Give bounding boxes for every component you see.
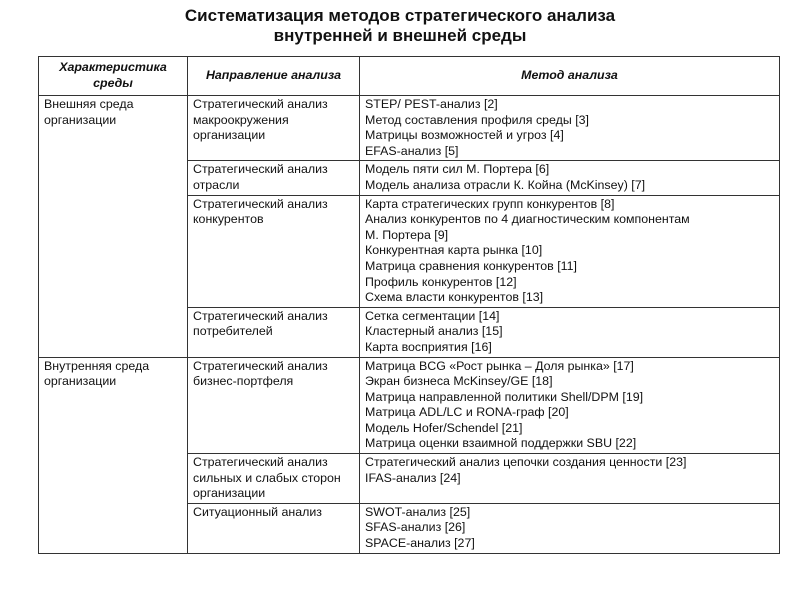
- method-item: Профиль конкурентов [12]: [365, 274, 517, 289]
- header-direction: Направление анализа: [188, 57, 360, 96]
- method-item: Модель анализа отрасли К. Койна (McKinsey) [7]: [365, 177, 646, 192]
- method-item: STEP/ PEST-анализ [2]: [365, 97, 498, 111]
- methods-cell: [360, 96, 780, 161]
- direction-cell: Стратегический анализ сильных и слабых сторон организации: [188, 454, 360, 504]
- method-item: Экран бизнеса McKinsey/GE [18]: [365, 374, 553, 389]
- method-item: SFAS-анализ [26]: [365, 520, 466, 535]
- methods-cell: [360, 161, 780, 195]
- method-item: Схема власти конкурентов [13]: [365, 290, 544, 305]
- method-item: Кластерный анализ [15]: [365, 324, 503, 339]
- env-cell-internal: Внутренняя среда организации: [39, 357, 188, 553]
- method-item: Карта восприятия [16]: [365, 339, 492, 354]
- method-item: Сетка сегментации [14]: [365, 308, 500, 323]
- method-item: Матрица направленной политики Shell/DPM [19]: [365, 389, 644, 404]
- table-row: [39, 96, 780, 161]
- direction-cell: Стратегический анализ потребителей: [188, 307, 360, 357]
- methods-cell: [360, 307, 780, 357]
- method-item: EFAS-анализ [5]: [365, 143, 459, 158]
- title-line-2: внутренней и внешней среды: [273, 26, 527, 45]
- method-item: Матрица ADL/LC и RONA-граф [20]: [365, 405, 569, 420]
- methods-cell: [360, 357, 780, 454]
- direction-cell: Стратегический анализ конкурентов: [188, 195, 360, 307]
- method-item: SWOT-анализ [25]: [365, 504, 471, 519]
- method-item: М. Портера [9]: [365, 227, 449, 242]
- method-item: Конкурентная карта рынка [10]: [365, 243, 543, 258]
- method-item: SPACE-анализ [27]: [365, 536, 475, 551]
- header-row: [39, 57, 780, 96]
- method-item: Модель Hofer/Schendel [21]: [365, 420, 523, 435]
- header-method: Метод анализа: [360, 57, 780, 96]
- direction-cell: Стратегический анализ бизнес-портфеля: [188, 357, 360, 454]
- page-title: [0, 6, 800, 46]
- table-row: [39, 357, 780, 454]
- methods-table: [38, 56, 780, 554]
- methods-cell: [360, 454, 780, 504]
- methods-cell: [360, 195, 780, 307]
- direction-cell: Стратегический анализ отрасли: [188, 161, 360, 195]
- method-item: Матрица сравнения конкурентов [11]: [365, 258, 577, 273]
- direction-cell: Стратегический анализ макроокружения организации: [188, 96, 360, 161]
- method-item: Матрицы возможностей и угроз [4]: [365, 128, 564, 143]
- header-environment: Характеристика среды: [39, 57, 188, 96]
- title-line-1: Систематизация методов стратегического анализа: [184, 6, 616, 25]
- method-item: Модель пяти сил М. Портера [6]: [365, 162, 550, 177]
- method-item: IFAS-анализ [24]: [365, 470, 461, 485]
- method-item: Матрица BCG «Рост рынка – Доля рынка» [17]: [365, 358, 634, 373]
- method-item: Матрица оценки взаимной поддержки SBU [22]: [365, 436, 637, 451]
- env-cell-external: Внешняя среда организации: [39, 96, 188, 358]
- direction-cell: Ситуационный анализ: [188, 503, 360, 553]
- method-item: Карта стратегических групп конкурентов [8]: [365, 196, 615, 211]
- methods-cell: [360, 503, 780, 553]
- method-item: Стратегический анализ цепочки создания ценности [23]: [365, 455, 687, 470]
- method-item: Анализ конкурентов по 4 диагностическим компонентам: [365, 212, 690, 227]
- method-item: Метод составления профиля среды [3]: [365, 112, 589, 127]
